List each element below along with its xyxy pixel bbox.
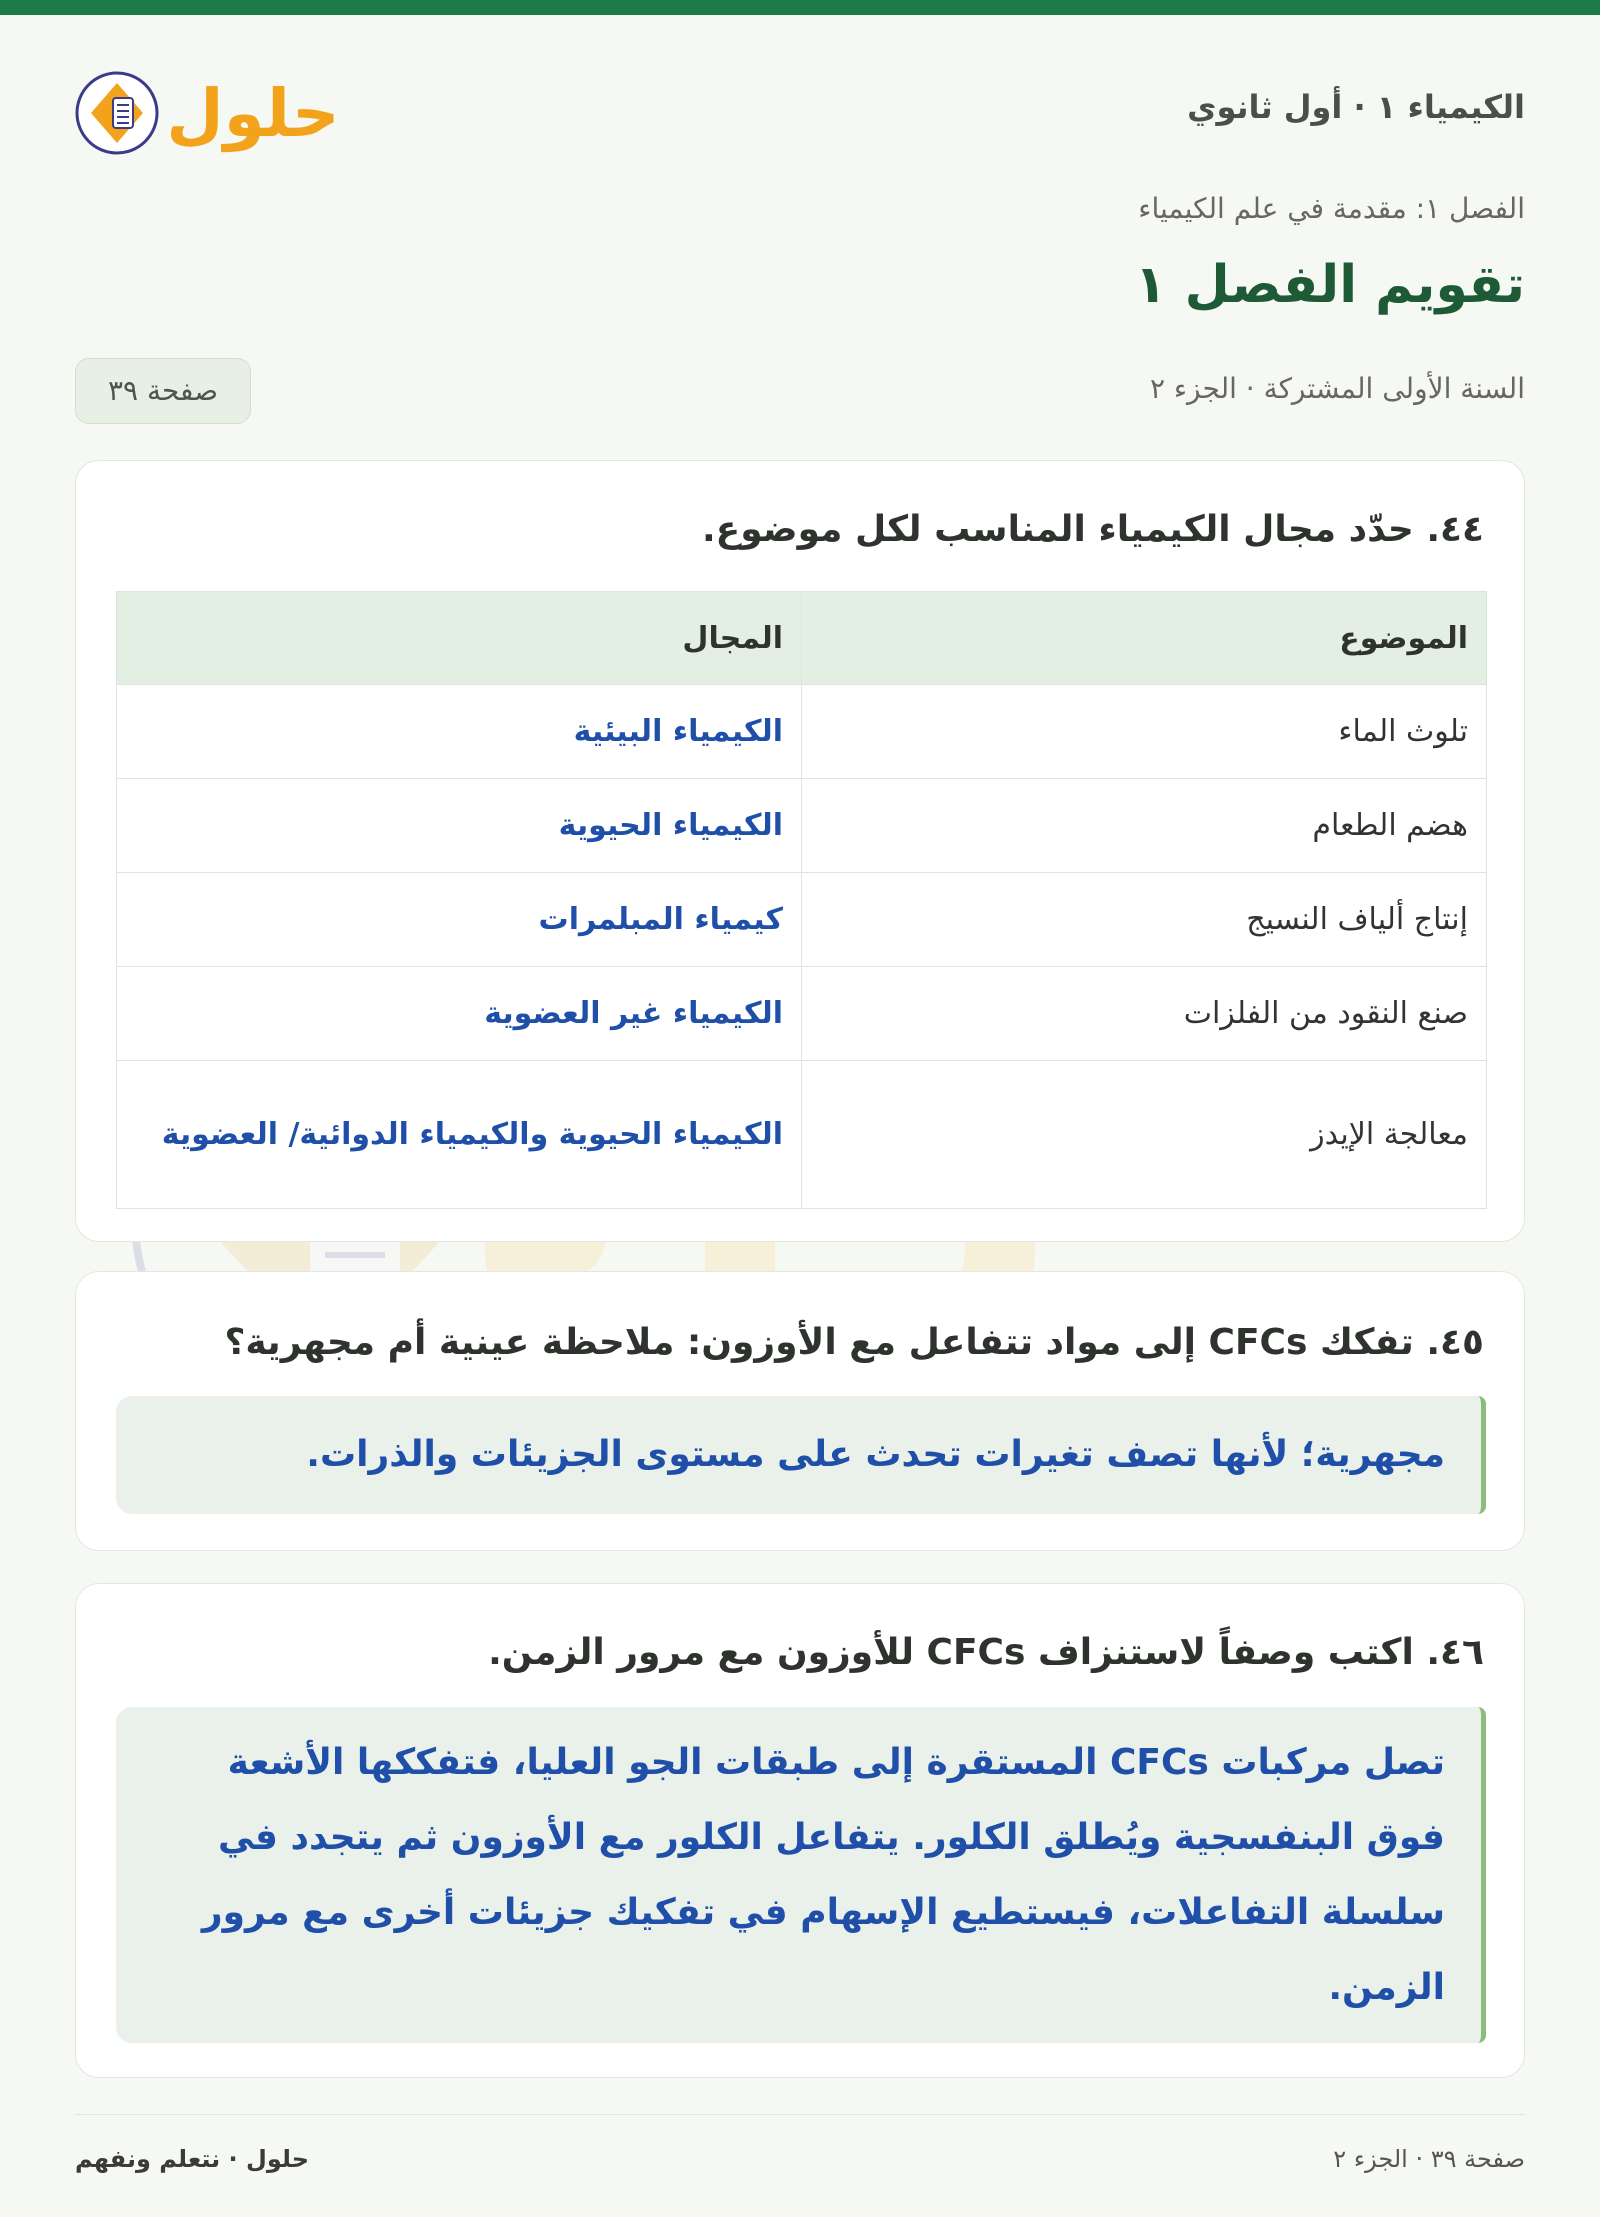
question-card-44 — [75, 460, 1525, 1242]
footer-brand: حلول · نتعلم ونفهم — [75, 2145, 309, 2173]
brand-logo[interactable] — [75, 58, 345, 158]
topic-cell: هضم الطعام — [802, 779, 1487, 873]
table-row — [117, 967, 1487, 1061]
topic-cell: تلوث الماء — [802, 685, 1487, 779]
answer-box: تصل مركبات CFCs المستقرة إلى طبقات الجو العليا، فتفككها الأشعة فوق البنفسجية ويُطلق الكلور. يتفاعل الكلور مع الأوزون ثم يتجدد في سلسلة التفاعلات، فيستطيع الإسهام في تفكيك جزيئات أخرى مع مرور الزمن. — [116, 1707, 1486, 2043]
column-header-topic: الموضوع — [802, 592, 1487, 685]
page-header — [75, 58, 1525, 158]
book-meta: السنة الأولى المشتركة · الجزء ٢ — [1149, 372, 1525, 405]
question-title: ٤٥. تفكك CFCs إلى مواد تتفاعل مع الأوزون: ملاحظة عينية أم مجهرية؟ — [224, 1322, 1484, 1363]
footer-divider — [75, 2114, 1525, 2115]
topic-cell: صنع النقود من الفلزات — [802, 967, 1487, 1061]
question-title: ٤٦. اكتب وصفاً لاستنزاف CFCs للأوزون مع مرور الزمن. — [488, 1632, 1484, 1673]
table-row — [117, 779, 1487, 873]
table-header-row — [117, 592, 1487, 685]
field-cell: الكيمياء البيئية — [117, 685, 802, 779]
top-accent-bar — [0, 0, 1600, 15]
field-cell: كيمياء المبلمرات — [117, 873, 802, 967]
answer-box: مجهرية؛ لأنها تصف تغيرات تحدث على مستوى الجزيئات والذرات. — [116, 1396, 1486, 1514]
table-row — [117, 873, 1487, 967]
page-title: تقويم الفصل ١ — [1134, 255, 1525, 315]
question-title: ٤٤. حدّد مجال الكيمياء المناسب لكل موضوع. — [701, 509, 1484, 550]
chemistry-fields-table — [116, 591, 1487, 1209]
field-cell: الكيمياء الحيوية — [117, 779, 802, 873]
field-cell: الكيمياء غير العضوية — [117, 967, 802, 1061]
chapter-label: الفصل ١: مقدمة في علم الكيمياء — [1138, 192, 1525, 225]
page-badge: صفحة ٣٩ — [75, 358, 251, 424]
brand-logo-icon — [75, 58, 345, 158]
table-row — [117, 685, 1487, 779]
topic-cell: معالجة الإيدز — [802, 1061, 1487, 1209]
column-header-field: المجال — [117, 592, 802, 685]
footer-page-info: صفحة ٣٩ · الجزء ٢ — [1333, 2145, 1525, 2173]
question-card-45 — [75, 1271, 1525, 1551]
field-cell: الكيمياء الحيوية والكيمياء الدوائية/ العضوية — [117, 1061, 802, 1209]
topic-cell: إنتاج ألياف النسيج — [802, 873, 1487, 967]
table-row — [117, 1061, 1487, 1209]
brand-logo-text: حلول — [166, 75, 340, 152]
subject-title: الكيمياء ١ · أول ثانوي — [1187, 88, 1525, 126]
question-card-46 — [75, 1583, 1525, 2078]
